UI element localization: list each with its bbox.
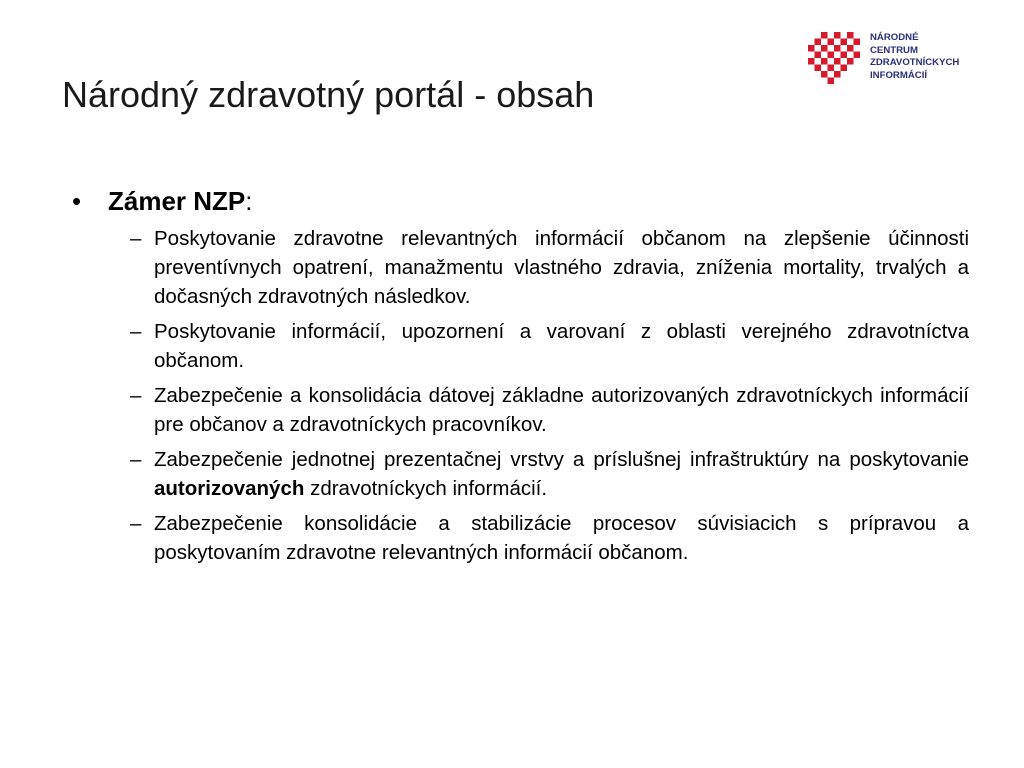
- sub-bullet-list: [72, 224, 972, 567]
- list-item: [130, 224, 969, 311]
- list-item: [130, 381, 969, 439]
- slide-content: [72, 184, 972, 573]
- logo-square: [834, 45, 841, 52]
- dash-symbol: –: [130, 448, 142, 471]
- list-item-text: Zabezpečenie konsolidácie a stabilizácie procesov súvisiacich s prípravou a poskytovaním zdravotne relevantných informácií občanom.: [154, 512, 969, 564]
- list-item-text: [154, 448, 969, 500]
- list-item-text-part: zdravotníckych informácií.: [304, 477, 548, 500]
- list-item-text-part: Zabezpečenie jednotnej prezentačnej vrstvy a príslušnej infraštruktúry na poskytovanie: [154, 448, 969, 471]
- logo-square: [841, 52, 848, 59]
- slide-title: Národný zdravotný portál - obsah: [62, 74, 595, 115]
- logo-text: [870, 32, 959, 82]
- logo-square: [828, 78, 835, 85]
- logo-line: ZDRAVOTNÍCKYCH: [870, 57, 960, 68]
- logo-square: [847, 32, 854, 39]
- bullet-symbol: •: [72, 186, 82, 216]
- logo-square: [854, 39, 861, 46]
- dash-symbol: –: [130, 320, 142, 343]
- logo-square: [847, 58, 854, 65]
- logo-square: [808, 45, 815, 52]
- logo-square: [815, 65, 822, 72]
- logo-square: [828, 65, 835, 72]
- logo-square: [834, 58, 841, 65]
- list-item-text: Zabezpečenie a konsolidácia dátovej základne autorizovaných zdravotníckych informácií pre občanov a zdravotníckych pracovníkov.: [154, 384, 969, 436]
- logo-square: [808, 58, 815, 65]
- logo-square: [815, 52, 822, 59]
- list-item-text: Poskytovanie zdravotne relevantných informácií občanom na zlepšenie účinnosti preventívnych opatrení, manažmentu vlastného zdravia, zníženia mortality, trvalých a dočasných zdravotných následkov.: [154, 227, 969, 308]
- main-bullet: [72, 184, 972, 218]
- logo-line: INFORMÁCIÍ: [870, 69, 928, 81]
- list-item: [130, 509, 969, 567]
- list-item-text: Poskytovanie informácií, upozornení a varovaní z oblasti verejného zdravotníctva občanom.: [154, 320, 969, 372]
- logo-square: [841, 65, 848, 72]
- logo-square: [828, 52, 835, 59]
- logo-square: [821, 45, 828, 52]
- logo-square: [828, 39, 835, 46]
- list-item: [130, 445, 969, 503]
- dash-symbol: –: [130, 227, 142, 250]
- logo-square: [821, 71, 828, 78]
- logo-square: [841, 39, 848, 46]
- logo-line: NÁRODNÉ: [870, 32, 919, 43]
- logo-square: [834, 71, 841, 78]
- logo-square: [821, 58, 828, 65]
- logo-line: CENTRUM: [870, 44, 918, 56]
- nczi-logo: [808, 30, 1008, 92]
- logo-square: [815, 39, 822, 46]
- dash-symbol: –: [130, 512, 142, 535]
- bullet-heading-suffix: :: [245, 186, 253, 216]
- list-item-text-bold: autorizovaných: [154, 477, 305, 500]
- logo-square: [821, 32, 828, 39]
- logo-square: [847, 45, 854, 52]
- dash-symbol: –: [130, 384, 142, 407]
- list-item: [130, 317, 969, 375]
- bullet-heading: Zámer NZP: [108, 186, 246, 216]
- logo-square: [834, 32, 841, 39]
- logo-square: [854, 52, 861, 59]
- checkered-cross-logo-icon: [808, 32, 864, 84]
